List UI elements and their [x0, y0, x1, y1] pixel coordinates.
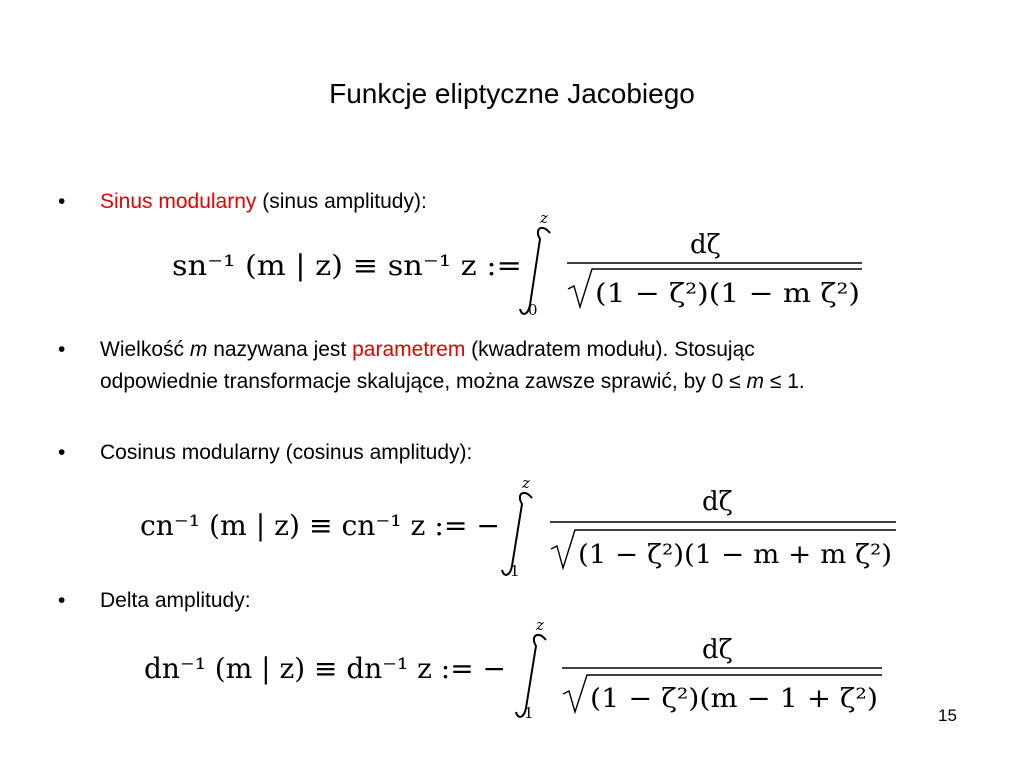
- fraction-numerator: dζ: [702, 635, 733, 665]
- fraction-denominator: (1 − ζ²)(m − 1 + ζ²): [590, 684, 878, 714]
- bullet-cosinus-modularny: Cosinus modularny (cosinus amplitudy):: [100, 441, 473, 464]
- bullet-marker: •: [58, 190, 66, 213]
- bullet-marker: •: [58, 441, 66, 464]
- text-span: (kwadratem modułu). Stosując: [465, 338, 755, 361]
- formula-dn-svg: [142, 612, 892, 727]
- fraction-denominator: (1 − ζ²)(1 − m + m ζ²): [578, 540, 892, 570]
- integral-lower-limit: 1: [524, 704, 534, 722]
- fraction-numerator: dζ: [702, 487, 733, 517]
- fraction-denominator: (1 − ζ²)(1 − m ζ²): [595, 279, 860, 309]
- bullet-marker: •: [58, 338, 66, 361]
- formula-lhs: dn⁻¹ (m | z) ≡ dn⁻¹ z := −: [144, 652, 506, 685]
- formula-cn-inverse: [138, 470, 903, 590]
- formula-cn-svg: [138, 470, 903, 585]
- formula-sn-inverse: [170, 205, 880, 325]
- integral-upper-limit: z: [536, 616, 544, 634]
- bullet-text: (sinus amplitudy):: [256, 190, 427, 213]
- text-span: ≤ 1.: [764, 370, 805, 393]
- integral-lower-limit: 1: [510, 562, 520, 580]
- bullet-line-2: [100, 366, 980, 398]
- integral-upper-limit: z: [522, 474, 530, 492]
- variable-m: m: [746, 370, 764, 393]
- integral-upper-limit: z: [540, 209, 548, 227]
- text-span: Wielkość: [100, 338, 190, 361]
- text-span: nazywana jest: [207, 338, 353, 361]
- formula-dn-inverse: [142, 612, 892, 732]
- formula-sn-svg: [170, 205, 880, 320]
- integral-lower-limit: 0: [528, 301, 538, 319]
- variable-m: m: [189, 338, 208, 361]
- bullet-line-1: [100, 334, 980, 366]
- bullet-delta-amplitudy: Delta amplitudy:: [100, 589, 251, 612]
- parametrem-term: parametrem: [352, 338, 466, 361]
- sinus-modularny-term: Sinus modularny: [100, 190, 257, 213]
- formula-lhs: sn⁻¹ (m | z) ≡ sn⁻¹ z :=: [172, 249, 522, 282]
- page-number: 15: [938, 706, 957, 725]
- bullet-parametr: [100, 334, 980, 398]
- text-span: odpowiednie transformacje skalujące, można zawsze sprawić, by 0 ≤: [100, 370, 747, 393]
- formula-lhs: cn⁻¹ (m | z) ≡ cn⁻¹ z := −: [140, 509, 501, 542]
- slide-title: Funkcje eliptyczne Jacobiego: [329, 78, 695, 109]
- fraction-numerator: dζ: [690, 230, 721, 260]
- bullet-marker: •: [58, 589, 66, 612]
